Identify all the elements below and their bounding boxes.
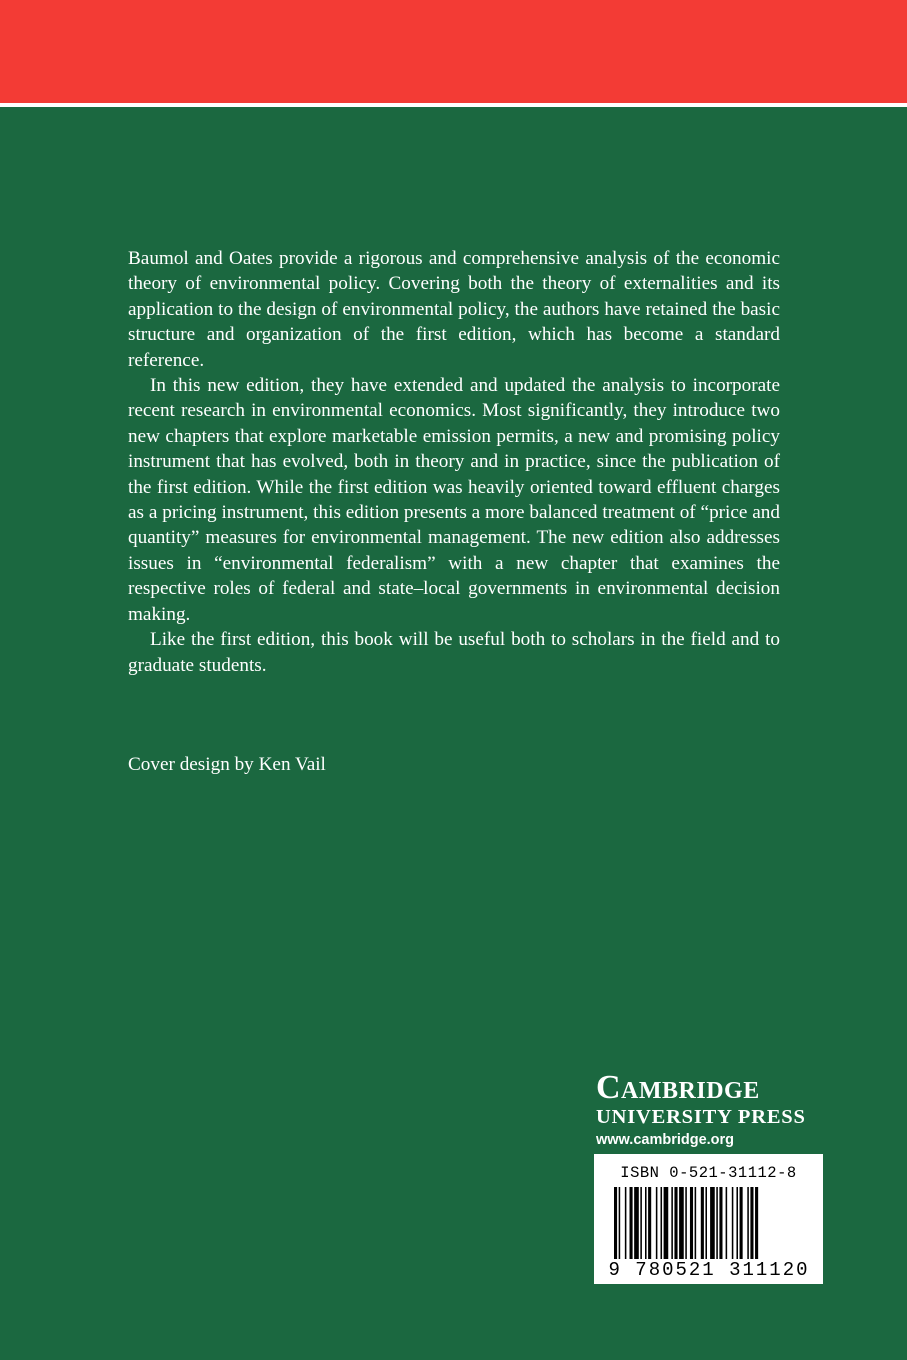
barcode-bar <box>710 1187 715 1259</box>
isbn-barcode <box>594 1154 823 1284</box>
barcode-bar <box>648 1187 651 1259</box>
publisher-press: UNIVERSITY PRESS <box>596 1106 806 1128</box>
barcode-bar <box>705 1187 707 1259</box>
publisher-url: www.cambridge.org <box>596 1132 735 1148</box>
barcode-bar <box>625 1187 627 1259</box>
isbn-text: ISBN 0-521-31112-8 <box>620 1164 797 1182</box>
publisher-logo <box>596 1070 826 1150</box>
barcode-bar <box>747 1187 749 1259</box>
blurb-paragraph-3: Like the first edition, this book will be useful both to scholars in the field and to graduate students. <box>128 629 780 676</box>
barcode-bar <box>634 1187 639 1259</box>
barcode-bar <box>685 1187 687 1259</box>
barcode-bar <box>719 1187 722 1259</box>
barcode-bar <box>701 1187 704 1259</box>
barcode-bar <box>630 1187 633 1259</box>
barcode-bar <box>671 1187 673 1259</box>
barcode-bars-icon <box>614 1187 814 1267</box>
barcode-bar <box>674 1187 677 1259</box>
barcode-bar <box>750 1187 753 1259</box>
barcode-bar <box>614 1187 617 1259</box>
barcode-bar <box>695 1187 697 1259</box>
barcode-bar <box>755 1187 758 1259</box>
cover-design-credit: Cover design by Ken Vail <box>128 754 326 775</box>
barcode-bar <box>640 1187 642 1259</box>
barcode-bar <box>726 1187 728 1259</box>
barcode-bar <box>716 1187 718 1259</box>
barcode-bar <box>732 1187 734 1259</box>
barcode-bar <box>736 1187 738 1259</box>
white-divider-rule <box>0 103 907 107</box>
ean-digits: 9 780521 311120 <box>608 1259 810 1281</box>
barcode-bar <box>740 1187 743 1259</box>
blurb-paragraph-1: Baumol and Oates provide a rigorous and comprehensive analysis of the economic theory of environmental policy. Covering both the theory of externalities and its application to the design of environmental policy, the authors have retained the basic structure and organization of the first edition, which has become a standard reference. <box>128 248 780 371</box>
barcode-bar <box>690 1187 693 1259</box>
top-color-band <box>0 0 907 103</box>
barcode-bar <box>661 1187 663 1259</box>
barcode-bar <box>645 1187 647 1259</box>
barcode-bar <box>619 1187 621 1259</box>
back-cover-blurb <box>128 246 780 678</box>
publisher-name: Cambridge <box>596 1069 760 1106</box>
barcode-bar <box>679 1187 684 1259</box>
blurb-paragraph-2: In this new edition, they have extended and updated the analysis to incorporate recent research in environmental economics. Most significantly, they introduce two new chapters that explore marketable emission permits, a new and promising policy instrument that has evolved, both in theory and in practice, since the publication of the first edition. While the first edition was heavily oriented toward effluent charges as a pricing instrument, this edition presents a more balanced treatment of “price and quantity” measures for environmental management. The new edition also addresses issues in “environmental federalism” with a new chapter that examines the respective roles of federal and state–local governments in environmental decision making. <box>128 375 780 625</box>
barcode-bar <box>664 1187 669 1259</box>
barcode-bar <box>656 1187 658 1259</box>
